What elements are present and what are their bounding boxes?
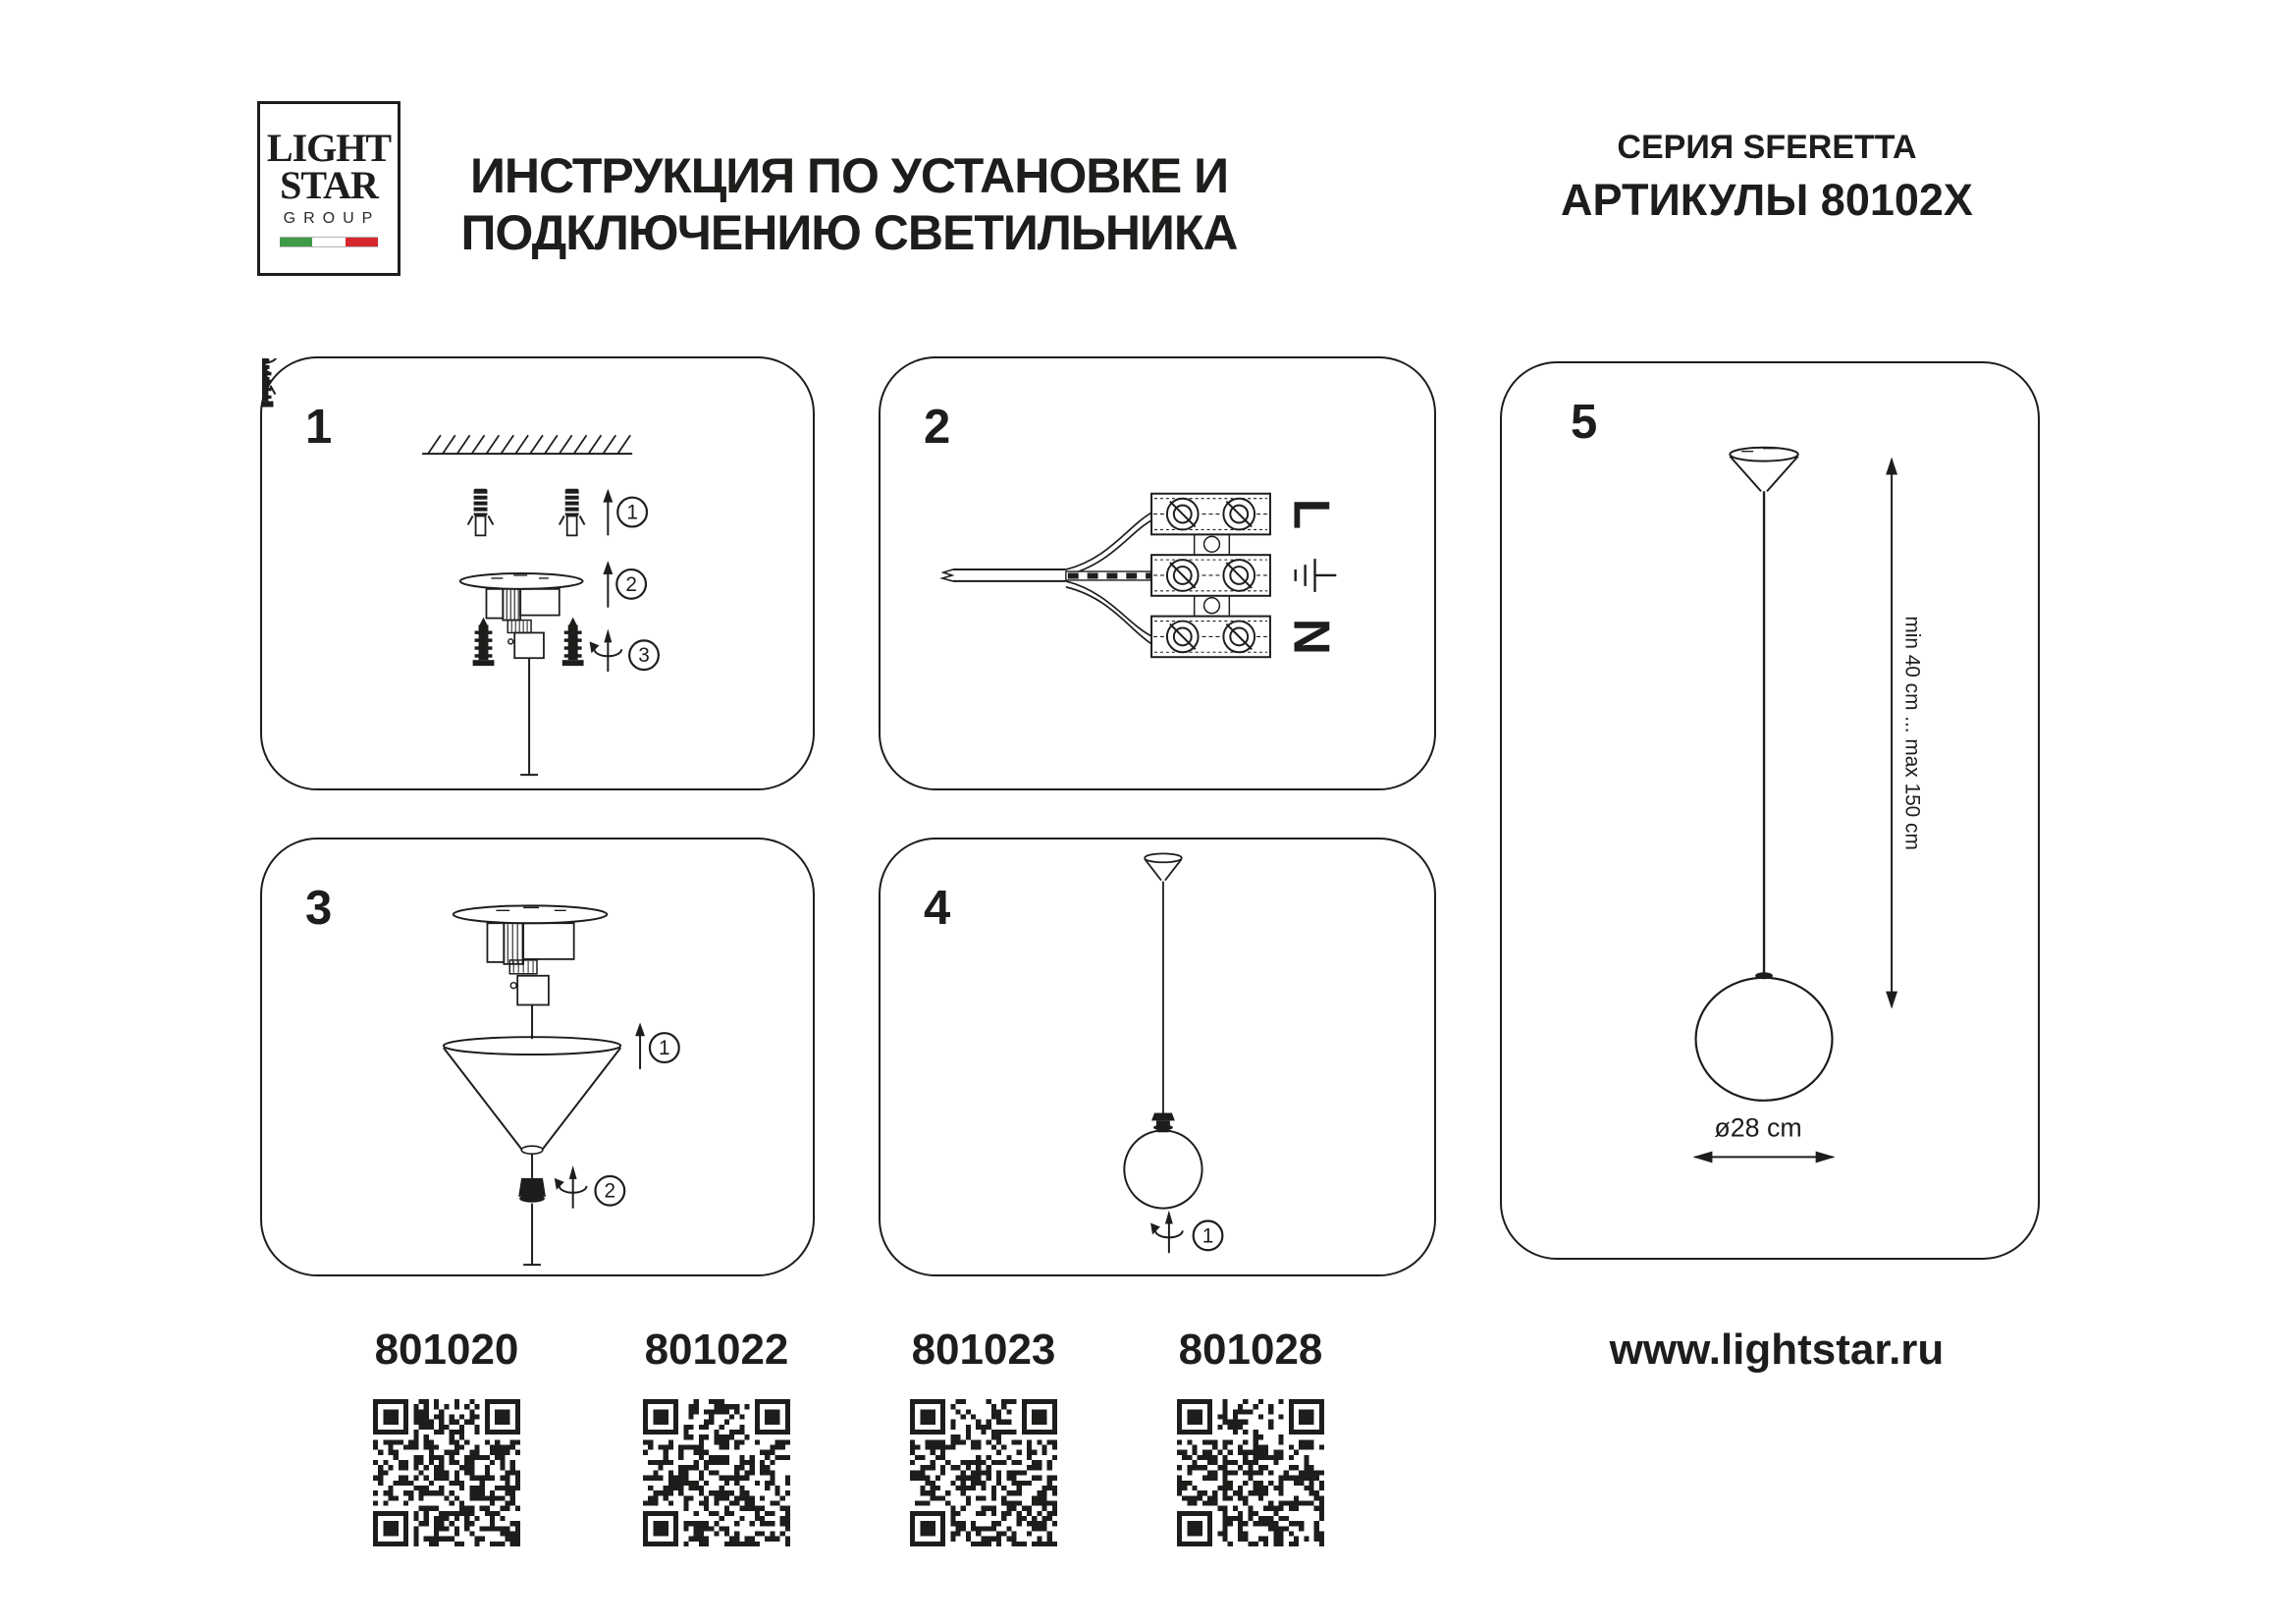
step-5-panel <box>1500 361 2040 1260</box>
step-2-diagram-wiring <box>881 358 1434 788</box>
step-3-diagram-canopy <box>262 839 813 1274</box>
badge-1: 1 <box>1201 1224 1214 1248</box>
logo-word-light: LIGHT <box>266 126 392 170</box>
badge-2: 2 <box>604 1179 616 1203</box>
title-line-1: ИНСТРУКЦИЯ ПО УСТАНОВКЕ И <box>469 148 1229 203</box>
article-number-801020: 801020 <box>374 1326 519 1374</box>
earth-ground-icon <box>1296 559 1337 592</box>
lightstar-logo <box>257 101 400 276</box>
step-4-diagram-globe-attach <box>881 839 1434 1274</box>
logo-word-star: STAR <box>280 163 378 207</box>
step-3-panel <box>260 838 815 1276</box>
step-1-number: 1 <box>305 401 333 454</box>
step-4-panel <box>879 838 1436 1276</box>
step-2-panel <box>879 356 1436 790</box>
qr-code-801028 <box>1177 1399 1324 1546</box>
neutral-terminal-label: N <box>1283 618 1341 656</box>
step-5-diagram-dimensions <box>1502 363 2038 1258</box>
step-3-number: 3 <box>305 882 333 935</box>
step-5-number: 5 <box>1571 396 1598 449</box>
series-name: СЕРИЯ SFERETTA <box>1617 129 1917 166</box>
article-number-801022: 801022 <box>644 1326 789 1374</box>
qr-code-801023 <box>910 1399 1057 1546</box>
page-title <box>456 147 1242 261</box>
step-2-number: 2 <box>924 401 951 454</box>
articles-code: АРТИКУЛЫ 80102X <box>1561 175 1973 225</box>
line-terminal-label: L <box>1283 498 1341 530</box>
height-range-label: min 40 cm ... max 150 cm <box>1900 616 1924 850</box>
step-1-panel <box>260 356 815 790</box>
badge-1: 1 <box>659 1037 670 1060</box>
website-url: www.lightstar.ru <box>1609 1326 1945 1374</box>
logo-word-group: GROUP <box>283 210 381 227</box>
step-1-diagram-ceiling-mounting <box>262 358 813 788</box>
step-4-number: 4 <box>924 882 951 935</box>
badge-1: 1 <box>626 501 638 524</box>
italian-flag-icon <box>280 237 378 247</box>
diameter-label: ø28 cm <box>1714 1112 1802 1143</box>
badge-3: 3 <box>638 644 650 668</box>
badge-2: 2 <box>625 572 637 596</box>
article-number-801028: 801028 <box>1178 1326 1323 1374</box>
title-line-2: ПОДКЛЮЧЕНИЮ СВЕТИЛЬНИКА <box>460 205 1238 260</box>
qr-code-801020 <box>373 1399 520 1546</box>
qr-code-801022 <box>643 1399 790 1546</box>
series-header <box>1536 128 1998 226</box>
article-number-801023: 801023 <box>911 1326 1056 1374</box>
